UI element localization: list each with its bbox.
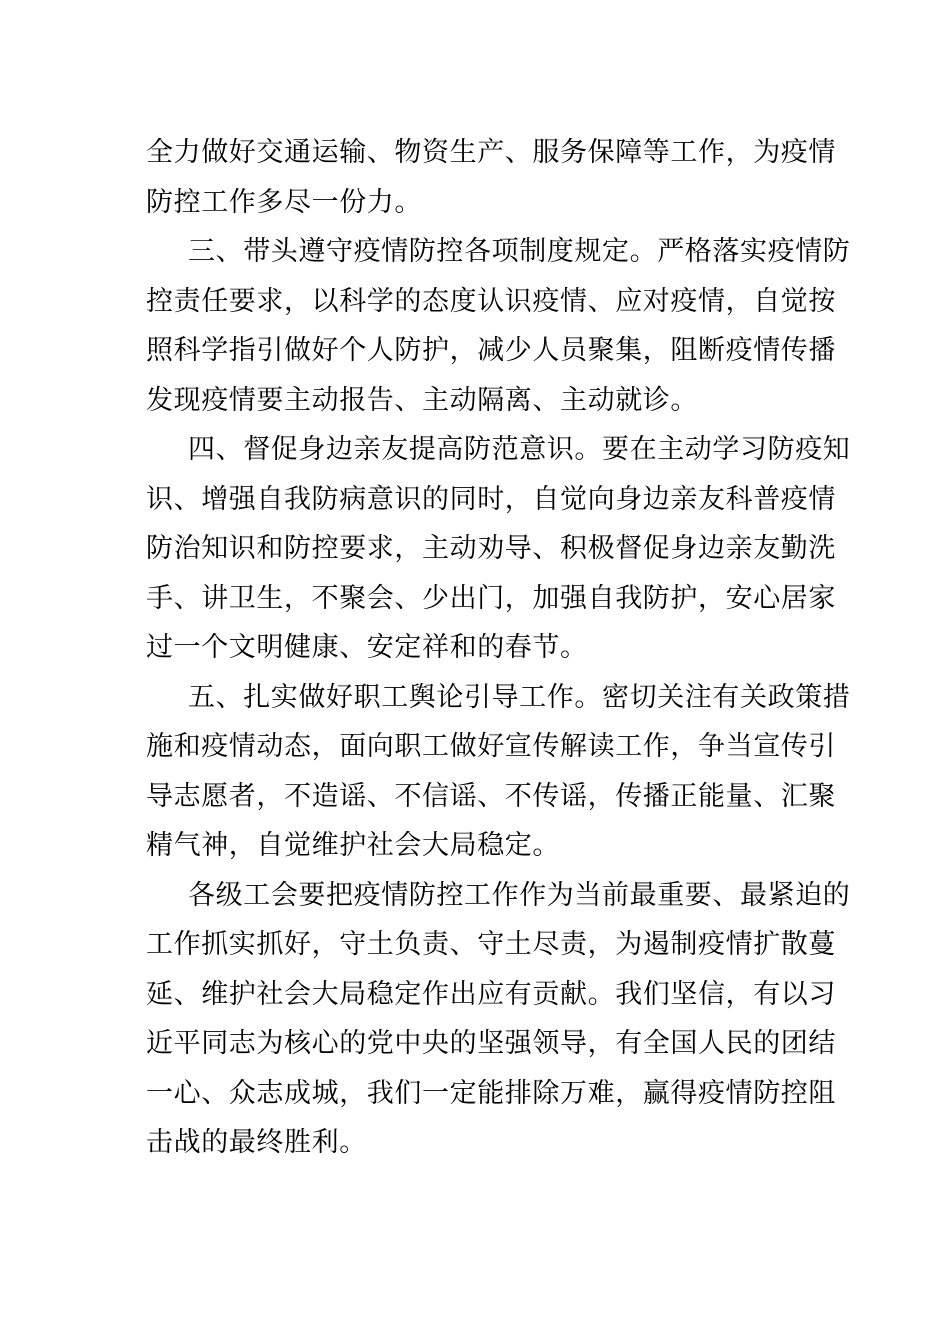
paragraph-3-line-2: 识、增强自我防病意识的同时，自觉向身边亲友科普疫情 [146, 483, 836, 515]
paragraph-5-line-2: 工作抓实抓好，守土负责、守土尽责，为遏制疫情扩散蔓 [146, 929, 836, 960]
paragraph-1-line-2: 防控工作多尽一份力。 [146, 186, 422, 218]
paragraph-5-line-3: 延、维护社会大局稳定作出应有贡献。我们坚信，有以习 [146, 978, 836, 1010]
paragraph-5-line-4: 近平同志为核心的党中央的坚强领导，有全国人民的团结 [146, 1028, 836, 1059]
paragraph-4-line-3: 导志愿者，不造谣、不信谣、不传谣，传播正能量、汇聚 [146, 780, 836, 812]
paragraph-2-line-3: 照科学指引做好个人防护，减少人员聚集，阻断疫情传播 [146, 335, 836, 366]
paragraph-3-line-3: 防治知识和防控要求，主动劝导、积极督促身边亲友勤洗 [146, 533, 836, 564]
paragraph-2-line-2: 控责任要求，以科学的态度认识疫情、应对疫情，自觉按 [146, 285, 836, 317]
paragraph-2-line-4: 发现疫情要主动报告、主动隔离、主动就诊。 [146, 384, 698, 416]
paragraph-4-line-2: 施和疫情动态，面向职工做好宣传解读工作，争当宣传引 [146, 731, 836, 762]
document-body [146, 128, 851, 1168]
paragraph-5-line-1: 各级工会要把疫情防控工作作为当前最重要、最紧迫的 [188, 879, 851, 911]
paragraph-3-line-5: 过一个文明健康、安定祥和的春节。 [146, 632, 588, 663]
paragraph-3-line-4: 手、讲卫生，不聚会、少出门，加强自我防护，安心居家 [146, 582, 836, 614]
paragraph-5-line-6: 击战的最终胜利。 [146, 1127, 367, 1158]
paragraph-2-line-1: 三、带头遵守疫情防控各项制度规定。严格落实疫情防 [188, 236, 851, 267]
paragraph-3-line-1: 四、督促身边亲友提高防范意识。要在主动学习防疫知 [188, 434, 851, 465]
paragraph-4-line-4: 精气神，自觉维护社会大局稳定。 [146, 830, 560, 861]
paragraph-4-line-1: 五、扎实做好职工舆论引导工作。密切关注有关政策措 [188, 681, 851, 713]
paragraph-5-line-5: 一心、众志成城，我们一定能排除万难，赢得疫情防控阻 [146, 1077, 836, 1109]
paragraph-1-line-1: 全力做好交通运输、物资生产、服务保障等工作，为疫情 [146, 137, 836, 168]
